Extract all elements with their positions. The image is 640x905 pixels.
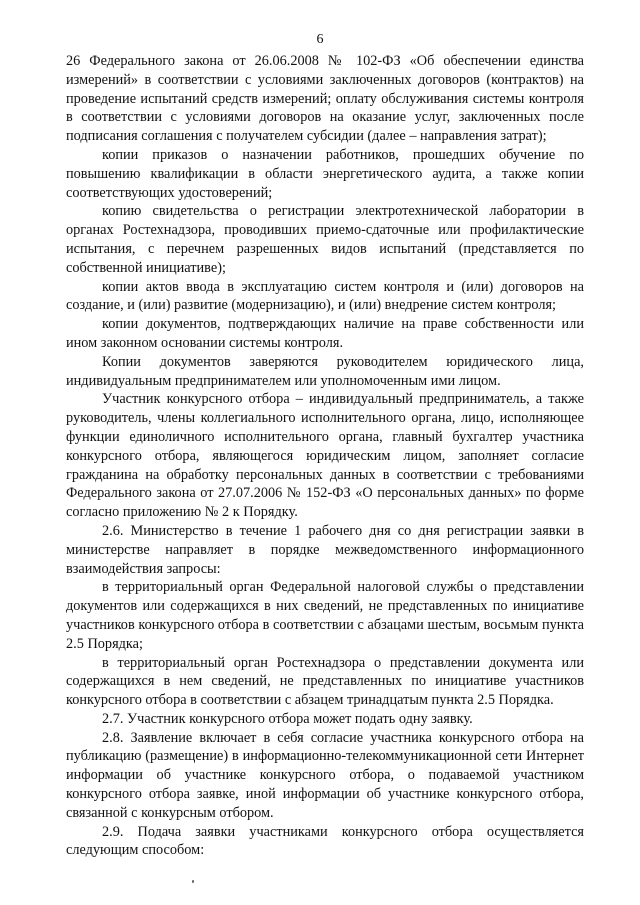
paragraph-ownership-documents: копии документов, подтверждающих наличие на праве собственности или ином законном основании системы контроля. [66, 316, 584, 351]
paragraph-commissioning-acts: копии актов ввода в эксплуатацию систем контроля и (или) договоров на создание, и (или) развитие (модернизацию), и (или) внедрение систем контроля; [66, 278, 584, 314]
paragraph-certification: Копии документов заверяются руководителем юридического лица, индивидуальным предпринимателем или уполномоченным ими лицом. [66, 353, 584, 389]
paragraph-rostekhnadzor-request: в территориальный орган Ростехнадзора о представлении документа или содержащихся в нем сведений, не представленных по инициативе участников конкурсного отбора в соответствии с абзацем тринадцатым пункта 2.5 Порядка. [66, 654, 584, 709]
paragraph-training-orders: копии приказов о назначении работников, прошедших обучение по повышению квалификации в области энергетического аудита, а также копии соответствующих удостоверений; [66, 146, 584, 201]
paragraph-continuation: 26 Федерального закона от 26.06.2008 № 102-ФЗ «Об обеспечении единства измерений» в соответствии с условиями заключенных договоров (контрактов) на проведение испытаний средств измерений; оплату обслуживания системы контроля в соответствии с условиями договоров на оказание услуг, заключенных после подписания соглашения с получателем субсидии (далее – направления затрат); [66, 53, 584, 145]
document-body [66, 52, 584, 860]
page-number: 6 [316, 32, 324, 47]
paragraph-2-6: 2.6. Министерство в течение 1 рабочего дня со дня регистрации заявки в министерстве направляет в порядке межведомственного информационного взаимодействия запросы: [66, 522, 584, 577]
scan-speck [192, 880, 194, 883]
paragraph-lab-certificate: копию свидетельства о регистрации электротехнической лаборатории в органах Ростехнадзора, проводивших приемо-сдаточные или профилактические испытания, с перечнем разрешенных видов испытаний (представляется по собственной инициативе); [66, 203, 584, 276]
paragraph-2-8: 2.8. Заявление включает в себя согласие участника конкурсного отбора на публикацию (размещение) в информационно-телекоммуникационной сети Интернет информации об участнике конкурсного отбора, о подаваемой участником конкурсного отбора заявке, иной информации об участнике конкурсного отбора, связанной с конкурсным отбором. [66, 729, 584, 821]
paragraph-personal-data-consent: Участник конкурсного отбора – индивидуальный предприниматель, а также руководитель, члены коллегиального исполнительного органа, лицо, исполняющее функции единоличного исполнительного органа, главный бухгалтер участника конкурсного отбора, являющегося юридическим лицом, заполняет согласие гражданина на обработку персональных данных в соответствии с требованиями Федерального закона от 27.07.2006 № 152-ФЗ «О персональных данных» по форме согласно приложению № 2 к Порядку. [66, 391, 584, 521]
paragraph-tax-service-request: в территориальный орган Федеральной налоговой службы о представлении документов или содержащихся в них сведений, не представленных по инициативе участников конкурсного отбора в соответствии с абзацами шестым, восьмым пункта 2.5 Порядка; [66, 579, 584, 652]
paragraph-2-7: 2.7. Участник конкурсного отбора может подать одну заявку. [102, 710, 473, 727]
paragraph-2-9: 2.9. Подача заявки участниками конкурсного отбора осуществляется следующим способом: [66, 823, 584, 859]
